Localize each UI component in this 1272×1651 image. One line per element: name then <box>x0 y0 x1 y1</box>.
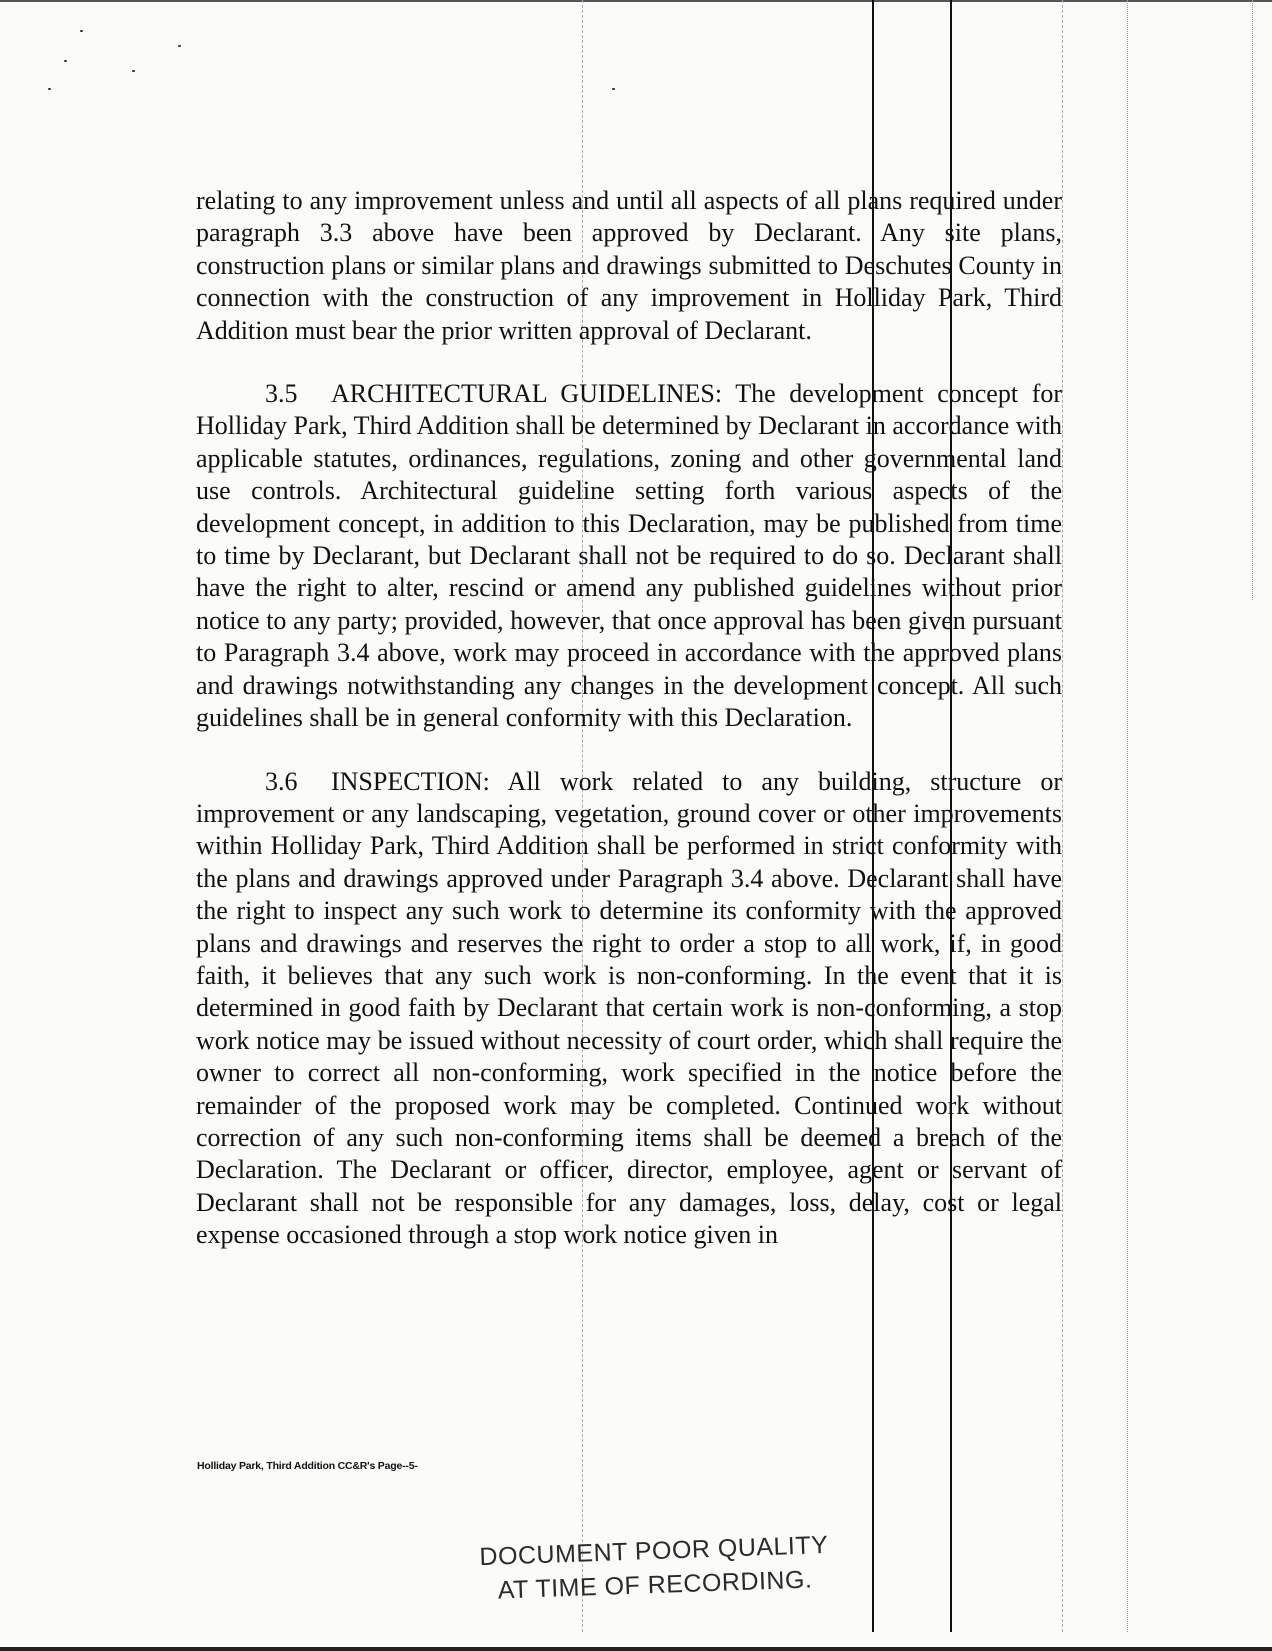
section-body: The development concept for Holliday Park, Third Addition shall be determined by Declarant in accordance with applicable statutes, ordinances, regulations, zoning and other governmental land use controls. Architectural guideline setting forth various aspects of the development concept, in addition to this Declaration, may be published from time to time by Declarant, but Declarant shall not be required to do so. Declarant shall have the right to alter, rescind or amend any published guidelines without prior notice to any party; provided, however, that once approval has been given pursuant to Paragraph 3.4 above, work may proceed in accordance with the approved plans and drawings notwithstanding any changes in the development concept. All such guidelines shall be in general conformity with this Declaration. <box>196 379 1063 733</box>
scan-speck <box>64 60 67 62</box>
scan-speck <box>612 88 615 90</box>
stamp-line-1: DOCUMENT POOR QUALITY <box>479 1530 829 1572</box>
scan-border-top <box>0 0 1272 2</box>
scan-speck <box>48 88 51 90</box>
continuation-paragraph: relating to any improvement unless and until all aspects of all plans required under paragraph 3.3 above have been approved by Declarant. Any site plans, construction plans or similar plans and drawings submitted to Deschutes County in connection with the construction of any improvement in Holliday Park, Third Addition must bear the prior written approval of Declarant. <box>196 186 1062 345</box>
scan-border-bottom <box>0 1647 1272 1651</box>
section-3-6 <box>196 766 1062 1252</box>
scan-speck <box>178 45 181 47</box>
section-3-5 <box>196 378 1062 734</box>
scan-artifact-line <box>1252 0 1253 600</box>
section-heading: ARCHITECTURAL GUIDELINES: <box>331 379 723 409</box>
scan-speck <box>132 70 135 72</box>
scan-artifact-line <box>1062 0 1063 1632</box>
scan-speck <box>80 30 83 32</box>
scan-artifact-line <box>1127 0 1128 1632</box>
section-number: 3.6 <box>265 766 298 796</box>
section-heading: INSPECTION: <box>331 766 490 796</box>
page-footer: Holliday Park, Third Addition CC&R's Page--5- <box>197 1460 418 1472</box>
poor-quality-stamp <box>479 1528 830 1608</box>
section-number: 3.5 <box>265 379 298 409</box>
stamp-line-2: AT TIME OF RECORDING. <box>497 1565 813 1605</box>
document-body <box>196 185 1062 1252</box>
section-body: All work related to any building, structure or improvement or any landscaping, vegetation, ground cover or other improvements within Holliday Park, Third Addition shall be performed in strict conformity with the plans and drawings approved under Paragraph 3.4 above. Declarant shall have the right to inspect any such work to determine its conformity with the approved plans and drawings and reserves the right to order a stop to all work, if, in good faith, it believes that any such work is non-conforming. In the event that it is determined in good faith by Declarant that certain work is non-conforming, a stop work notice may be issued without necessity of court order, which shall require the owner to correct all non-conforming, work specified in the notice before the remainder of the proposed work may be completed. Continued work without correction of any such non-conforming items shall be deemed a breach of the Declaration. The Declarant or officer, director, employee, agent or servant of Declarant shall not be responsible for any damages, loss, delay, cost or legal expense occasioned through a stop work notice given in <box>196 766 1062 1250</box>
